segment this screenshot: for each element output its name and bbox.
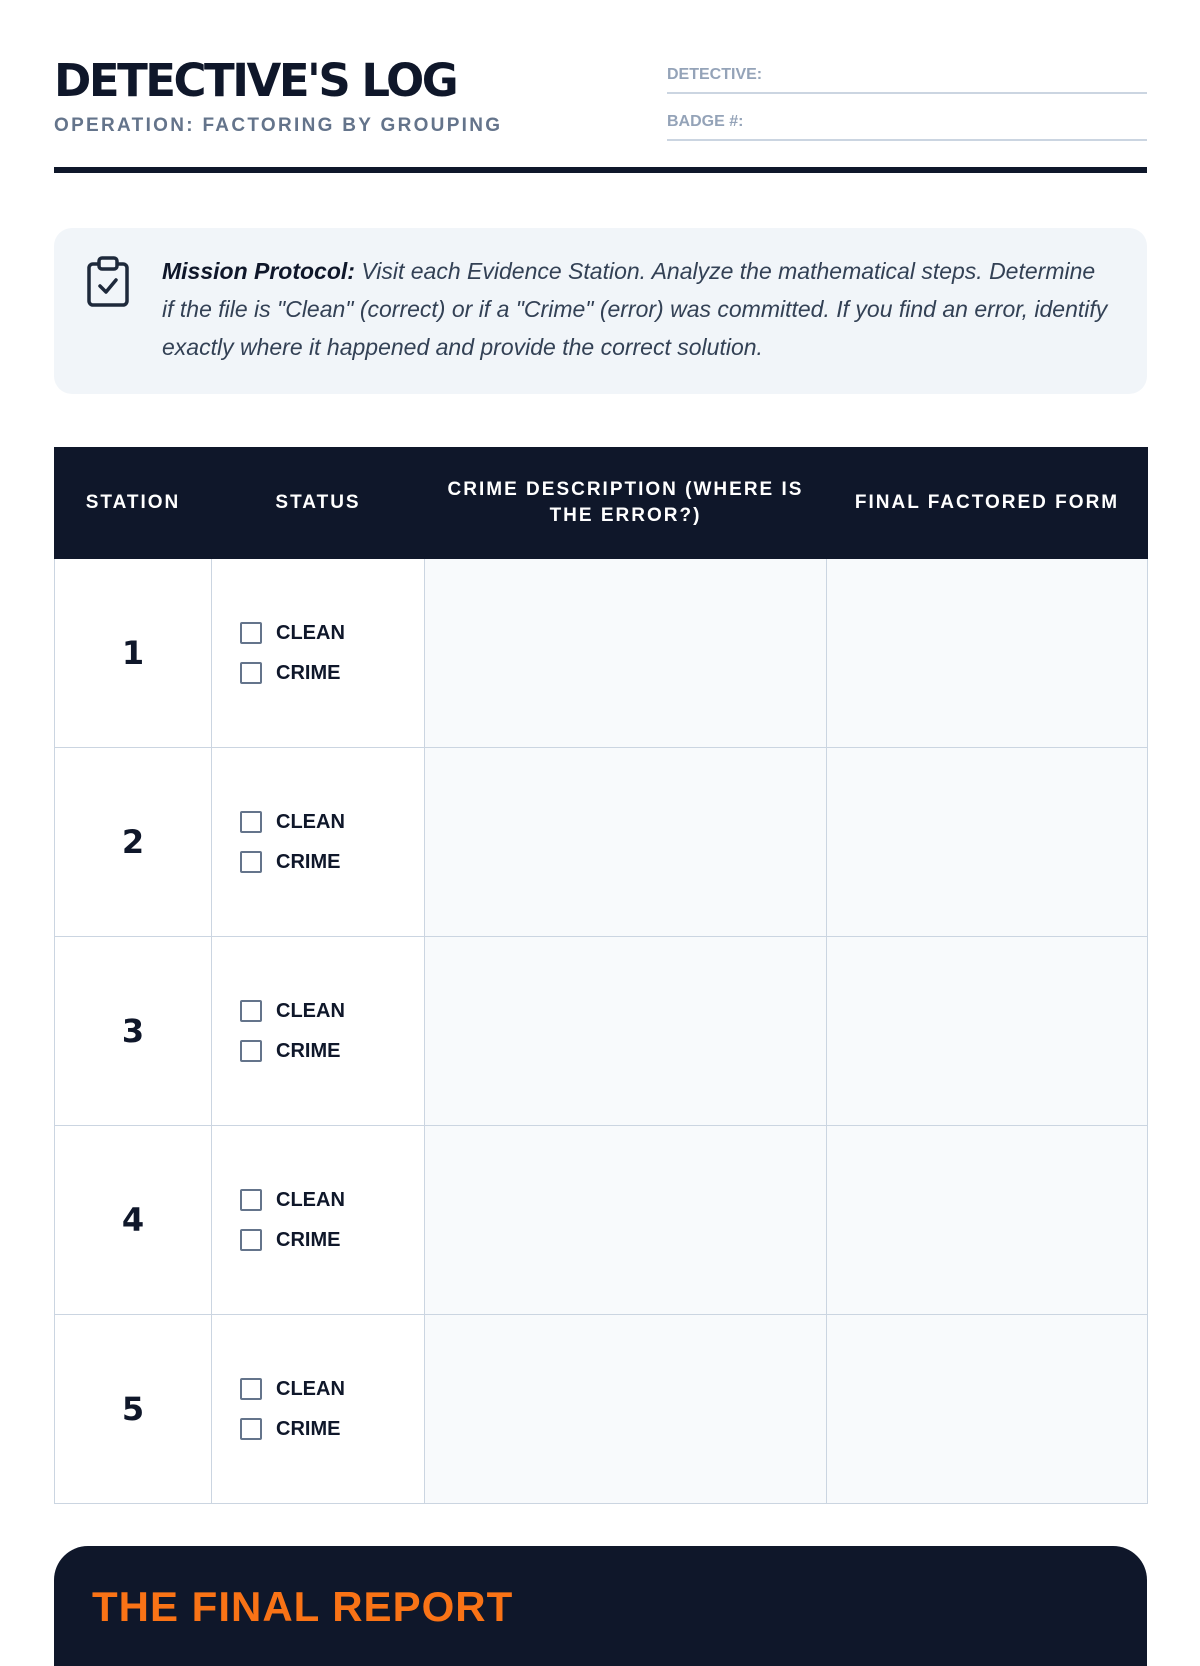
- clean-label: CLEAN: [276, 999, 345, 1022]
- clean-label: CLEAN: [276, 810, 345, 833]
- clipboard-check-icon: [86, 256, 130, 308]
- crime-option[interactable]: [240, 842, 423, 882]
- crime-checkbox[interactable]: [240, 1229, 262, 1251]
- clean-checkbox[interactable]: [240, 622, 262, 644]
- header: [54, 54, 1147, 174]
- final-factored-form-cell[interactable]: [827, 1126, 1148, 1315]
- header-status: STATUS: [212, 448, 425, 559]
- crime-option[interactable]: [240, 1220, 423, 1260]
- mission-protocol-body: Visit each Evidence Station. Analyze the mathematical steps. Determine if the file is "Clean" (correct) or if a "Crime" (error) was committed. If you find an error, identify exactly where it happened and provide the correct solution.: [162, 258, 1108, 360]
- table-row: [55, 1315, 1148, 1504]
- detective-label: DETECTIVE:: [667, 66, 763, 83]
- final-factored-form-cell[interactable]: [827, 559, 1148, 748]
- clean-option[interactable]: [240, 991, 423, 1031]
- detective-name-field[interactable]: [667, 62, 1147, 94]
- mission-protocol-lead: Mission Protocol:: [162, 258, 355, 284]
- final-report-section: [54, 1546, 1147, 1666]
- final-report-title: THE FINAL REPORT: [92, 1583, 514, 1630]
- station-number: 4: [55, 1126, 212, 1315]
- clean-label: CLEAN: [276, 1188, 345, 1211]
- header-final-factored-form: FINAL FACTORED FORM: [827, 448, 1148, 559]
- station-number: 5: [55, 1315, 212, 1504]
- crime-label: CRIME: [276, 1417, 341, 1440]
- final-factored-form-cell[interactable]: [827, 1315, 1148, 1504]
- table-row: [55, 1126, 1148, 1315]
- station-log-table: [54, 447, 1148, 1504]
- crime-description-cell[interactable]: [425, 1126, 827, 1315]
- clean-option[interactable]: [240, 613, 423, 653]
- crime-description-cell[interactable]: [425, 559, 827, 748]
- mission-protocol-text: [162, 252, 1112, 366]
- badge-label: BADGE #:: [667, 113, 744, 130]
- clean-option[interactable]: [240, 1369, 423, 1409]
- crime-label: CRIME: [276, 661, 341, 684]
- station-number: 1: [55, 559, 212, 748]
- crime-description-cell[interactable]: [425, 748, 827, 937]
- crime-description-cell[interactable]: [425, 937, 827, 1126]
- clean-checkbox[interactable]: [240, 1000, 262, 1022]
- header-divider: [54, 167, 1147, 173]
- crime-option[interactable]: [240, 1409, 423, 1449]
- status-cell: [212, 748, 425, 937]
- clean-label: CLEAN: [276, 1377, 345, 1400]
- final-factored-form-cell[interactable]: [827, 748, 1148, 937]
- page-subtitle: OPERATION: FACTORING BY GROUPING: [54, 115, 503, 136]
- page-title: DETECTIVE'S LOG: [54, 54, 457, 107]
- clean-checkbox[interactable]: [240, 811, 262, 833]
- clean-label: CLEAN: [276, 621, 345, 644]
- header-station: STATION: [55, 448, 212, 559]
- clean-option[interactable]: [240, 802, 423, 842]
- crime-checkbox[interactable]: [240, 662, 262, 684]
- crime-label: CRIME: [276, 850, 341, 873]
- station-number: 2: [55, 748, 212, 937]
- badge-number-field[interactable]: [667, 109, 1147, 141]
- status-cell: [212, 1126, 425, 1315]
- table-row: [55, 748, 1148, 937]
- crime-checkbox[interactable]: [240, 1040, 262, 1062]
- status-cell: [212, 937, 425, 1126]
- crime-option[interactable]: [240, 653, 423, 693]
- header-crime-description: CRIME DESCRIPTION (WHERE IS THE ERROR?): [425, 448, 827, 559]
- crime-checkbox[interactable]: [240, 851, 262, 873]
- table-header-row: [55, 448, 1148, 559]
- clean-checkbox[interactable]: [240, 1189, 262, 1211]
- final-factored-form-cell[interactable]: [827, 937, 1148, 1126]
- table-row: [55, 937, 1148, 1126]
- crime-checkbox[interactable]: [240, 1418, 262, 1440]
- crime-option[interactable]: [240, 1031, 423, 1071]
- clean-option[interactable]: [240, 1180, 423, 1220]
- status-cell: [212, 559, 425, 748]
- table-row: [55, 559, 1148, 748]
- crime-label: CRIME: [276, 1039, 341, 1062]
- mission-protocol-box: [54, 228, 1147, 394]
- crime-label: CRIME: [276, 1228, 341, 1251]
- crime-description-cell[interactable]: [425, 1315, 827, 1504]
- status-cell: [212, 1315, 425, 1504]
- station-number: 3: [55, 937, 212, 1126]
- clean-checkbox[interactable]: [240, 1378, 262, 1400]
